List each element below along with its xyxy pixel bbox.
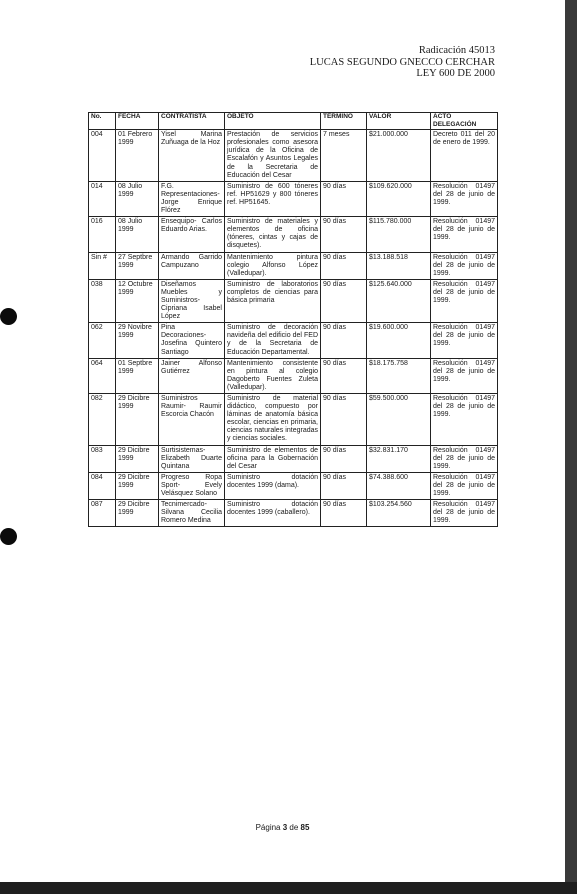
cell-fecha: 01 Febrero 1999	[116, 130, 159, 182]
page-footer	[0, 823, 565, 832]
cell-acto: Resolución 01497 del 28 de junio de 1999.	[431, 217, 498, 252]
header-name: LUCAS SEGUNDO GNECCO CERCHAR	[309, 56, 495, 68]
cell-acto: Resolución 01497 del 28 de junio de 1999.	[431, 358, 498, 393]
table-row	[89, 217, 498, 252]
cell-valor: $13.188.518	[367, 252, 431, 279]
cell-fecha: 29 Dicibre 1999	[116, 394, 159, 446]
table-row	[89, 445, 498, 472]
cell-objeto: Mantenimiento pintura colegio Alfonso López (Valledupar).	[225, 252, 321, 279]
table-header-row	[89, 113, 498, 130]
cell-contratista: Surtisistemas- Elizabeth Duarte Quintana	[159, 445, 225, 472]
cell-contratista: Pina Decoraciones- Josefina Quintero Santiago	[159, 323, 225, 358]
cell-objeto: Prestación de servicios profesionales como asesora jurídica de la Oficina de Escalafón y Asuntos Legales de la Secretaria de Educación del Cesar	[225, 130, 321, 182]
column-header: TÉRMINO	[321, 113, 367, 130]
cell-valor: $109.620.000	[367, 181, 431, 216]
table-row	[89, 472, 498, 499]
table-row	[89, 130, 498, 182]
column-header: FECHA	[116, 113, 159, 130]
cell-no: 038	[89, 279, 116, 322]
cell-valor: $125.640.000	[367, 279, 431, 322]
cell-termino: 90 días	[321, 472, 367, 499]
cell-contratista: Tecnimercado- Silvana Cecilia Romero Medina	[159, 500, 225, 527]
cell-fecha: 27 Septbre 1999	[116, 252, 159, 279]
cell-contratista: Diseñamos Muebles y Suministros- Cipriana Isabel López	[159, 279, 225, 322]
cell-no: 082	[89, 394, 116, 446]
table-row	[89, 279, 498, 322]
cell-fecha: 01 Septbre 1999	[116, 358, 159, 393]
cell-no: 087	[89, 500, 116, 527]
column-header: No.	[89, 113, 116, 130]
cell-objeto: Suministro dotación docentes 1999 (caballero).	[225, 500, 321, 527]
cell-valor: $115.780.000	[367, 217, 431, 252]
table-row	[89, 181, 498, 216]
contracts-table	[88, 112, 498, 527]
column-header: OBJETO	[225, 113, 321, 130]
cell-termino: 90 días	[321, 181, 367, 216]
cell-valor: $21.000.000	[367, 130, 431, 182]
cell-contratista: Progreso Ropa Sport- Evely Velásquez Solano	[159, 472, 225, 499]
cell-termino: 90 días	[321, 252, 367, 279]
table-row	[89, 500, 498, 527]
cell-acto: Resolución 01497 del 28 de junio de 1999.	[431, 252, 498, 279]
cell-contratista: Jainer Alfonso Gutiérrez	[159, 358, 225, 393]
cell-acto: Resolución 01497 del 28 de junio de 1999.	[431, 181, 498, 216]
cell-objeto: Suministro de laboratorios completos de ciencias para básica primaria	[225, 279, 321, 322]
cell-termino: 90 días	[321, 358, 367, 393]
table-body	[89, 130, 498, 527]
cell-valor: $18.175.758	[367, 358, 431, 393]
cell-termino: 90 días	[321, 279, 367, 322]
viewer-edge-bottom	[0, 882, 577, 894]
cell-termino: 90 días	[321, 217, 367, 252]
footer-prefix: Página	[255, 823, 283, 832]
cell-acto: Resolución 01497 del 28 de junio de 1999.	[431, 472, 498, 499]
cell-objeto: Suministro de decoración navideña del edificio del FED y de la Secretaria de Educación Departamental.	[225, 323, 321, 358]
cell-objeto: Suministro de elementos de oficina para la Gobernación del Cesar	[225, 445, 321, 472]
table-row	[89, 252, 498, 279]
punch-hole-icon	[0, 308, 17, 325]
cell-objeto: Suministro dotación docentes 1999 (dama).	[225, 472, 321, 499]
footer-page-number: 3	[282, 823, 288, 832]
cell-no: 064	[89, 358, 116, 393]
cell-acto: Resolución 01497 del 28 de junio de 1999.	[431, 445, 498, 472]
cell-no: 062	[89, 323, 116, 358]
cell-no: 083	[89, 445, 116, 472]
cell-acto: Resolución 01497 del 28 de junio de 1999.	[431, 394, 498, 446]
cell-acto: Resolución 01497 del 28 de junio de 1999.	[431, 279, 498, 322]
cell-termino: 90 días	[321, 500, 367, 527]
cell-objeto: Mantenimiento consistente en pintura al colegio Dagoberto Fuentes Zuleta (Valledupar).	[225, 358, 321, 393]
header-radicacion: Radicación 45013	[418, 45, 495, 56]
cell-valor: $74.388.600	[367, 472, 431, 499]
cell-no: 016	[89, 217, 116, 252]
cell-contratista: F.G. Representaciones- Jorge Enrique Flórez	[159, 181, 225, 216]
viewer-edge-right	[565, 0, 577, 894]
cell-valor: $32.831.170	[367, 445, 431, 472]
cell-valor: $103.254.560	[367, 500, 431, 527]
cell-fecha: 29 Dicibre 1999	[116, 445, 159, 472]
header-law: LEY 600 DE 2000	[416, 68, 495, 79]
column-header: ACTO DELEGACIÓN	[431, 113, 498, 130]
column-header: CONTRATISTA	[159, 113, 225, 130]
table-row	[89, 323, 498, 358]
cell-no: 014	[89, 181, 116, 216]
table-row	[89, 358, 498, 393]
cell-objeto: Suministro de 600 tóneres ref. HP51629 y 800 tóneres ref. HP51645.	[225, 181, 321, 216]
cell-no: 084	[89, 472, 116, 499]
cell-termino: 90 días	[321, 445, 367, 472]
cell-termino: 7 meses	[321, 130, 367, 182]
cell-no: Sin #	[89, 252, 116, 279]
cell-acto: Resolución 01497 del 28 de junio de 1999.	[431, 500, 498, 527]
cell-fecha: 29 Novibre 1999	[116, 323, 159, 358]
punch-hole-icon	[0, 528, 17, 545]
cell-contratista: Armando Garrido Campuzano	[159, 252, 225, 279]
cell-objeto: Suministro de material didáctico, compuesto por láminas de anatomía básica escolar, ciencias en primaria, ciencias naturales integradas y ciencias sociales.	[225, 394, 321, 446]
cell-fecha: 08 Julio 1999	[116, 217, 159, 252]
cell-fecha: 29 Dicibre 1999	[116, 500, 159, 527]
table-row	[89, 394, 498, 446]
cell-fecha: 08 Julio 1999	[116, 181, 159, 216]
cell-termino: 90 días	[321, 394, 367, 446]
document-header	[310, 45, 495, 80]
cell-fecha: 29 Dicibre 1999	[116, 472, 159, 499]
cell-valor: $19.600.000	[367, 323, 431, 358]
column-header: VALOR	[367, 113, 431, 130]
cell-acto: Resolución 01497 del 28 de junio de 1999.	[431, 323, 498, 358]
cell-contratista: Yisel Marina Zuñuaga de la Hoz	[159, 130, 225, 182]
cell-fecha: 12 Octubre 1999	[116, 279, 159, 322]
footer-page-total: 85	[300, 823, 310, 832]
cell-objeto: Suministro de materiales y elementos de oficina (tóneres, cintas y cajas de disquetes).	[225, 217, 321, 252]
cell-acto: Decreto 011 del 20 de enero de 1999.	[431, 130, 498, 182]
cell-no: 004	[89, 130, 116, 182]
cell-contratista: Suministros Raumir- Raumir Escorcia Chacón	[159, 394, 225, 446]
footer-middle: de	[287, 823, 301, 832]
cell-termino: 90 días	[321, 323, 367, 358]
cell-valor: $59.500.000	[367, 394, 431, 446]
cell-contratista: Ensequipo- Carlos Eduardo Arias.	[159, 217, 225, 252]
